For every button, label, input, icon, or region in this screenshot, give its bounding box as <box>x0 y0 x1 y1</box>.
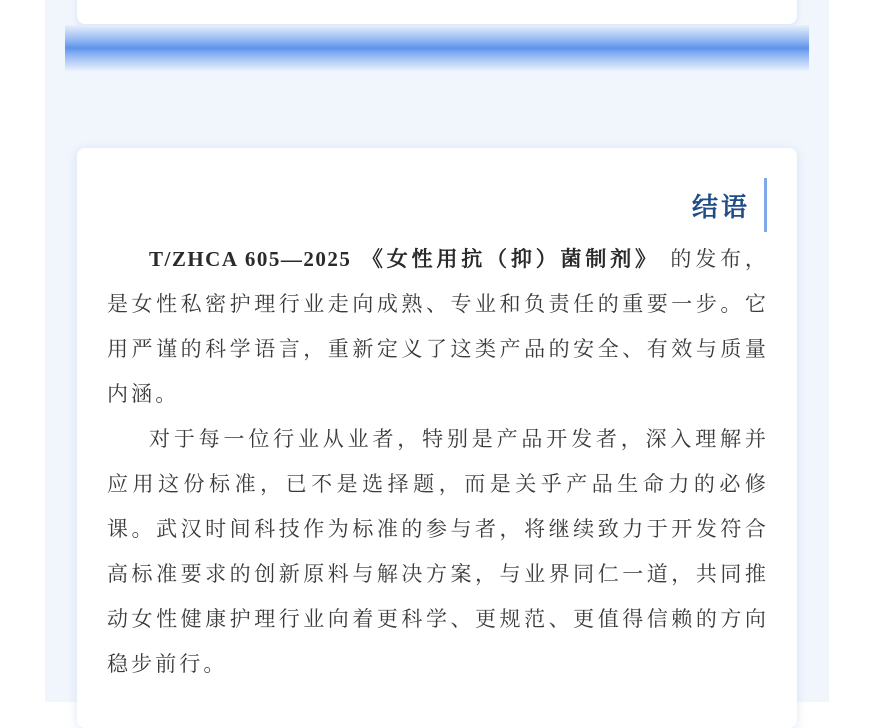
title-accent-bar <box>764 178 767 232</box>
conclusion-body <box>107 237 769 687</box>
section-title: 结语 <box>691 192 750 223</box>
standard-code: T/ZHCA 605—2025 <box>149 247 352 271</box>
previous-section-card <box>77 0 797 24</box>
paragraph-1-text: 的发布，是女性私密护理行业走向成熟、专业和负责任的重要一步。它用严谨的科学语言，重新定义了这类产品的安全、有效与质量内涵。 <box>107 247 769 406</box>
conclusion-paragraph-1 <box>107 237 769 417</box>
conclusion-card <box>77 148 797 728</box>
conclusion-paragraph-2: 对于每一位行业从业者，特别是产品开发者，深入理解并应用这份标准，已不是选择题，而是关乎产品生命力的必修课。武汉时间科技作为标准的参与者，将继续致力于开发符合高标准要求的创新原料与解决方案，与业界同仁一道，共同推动女性健康护理行业向着更科学、更规范、更值得信赖的方向稳步前行。 <box>107 427 769 676</box>
standard-name: 《女性用抗（抑）菌制剂》 <box>361 247 660 271</box>
section-heading <box>692 178 767 232</box>
section-divider-band <box>65 25 809 71</box>
